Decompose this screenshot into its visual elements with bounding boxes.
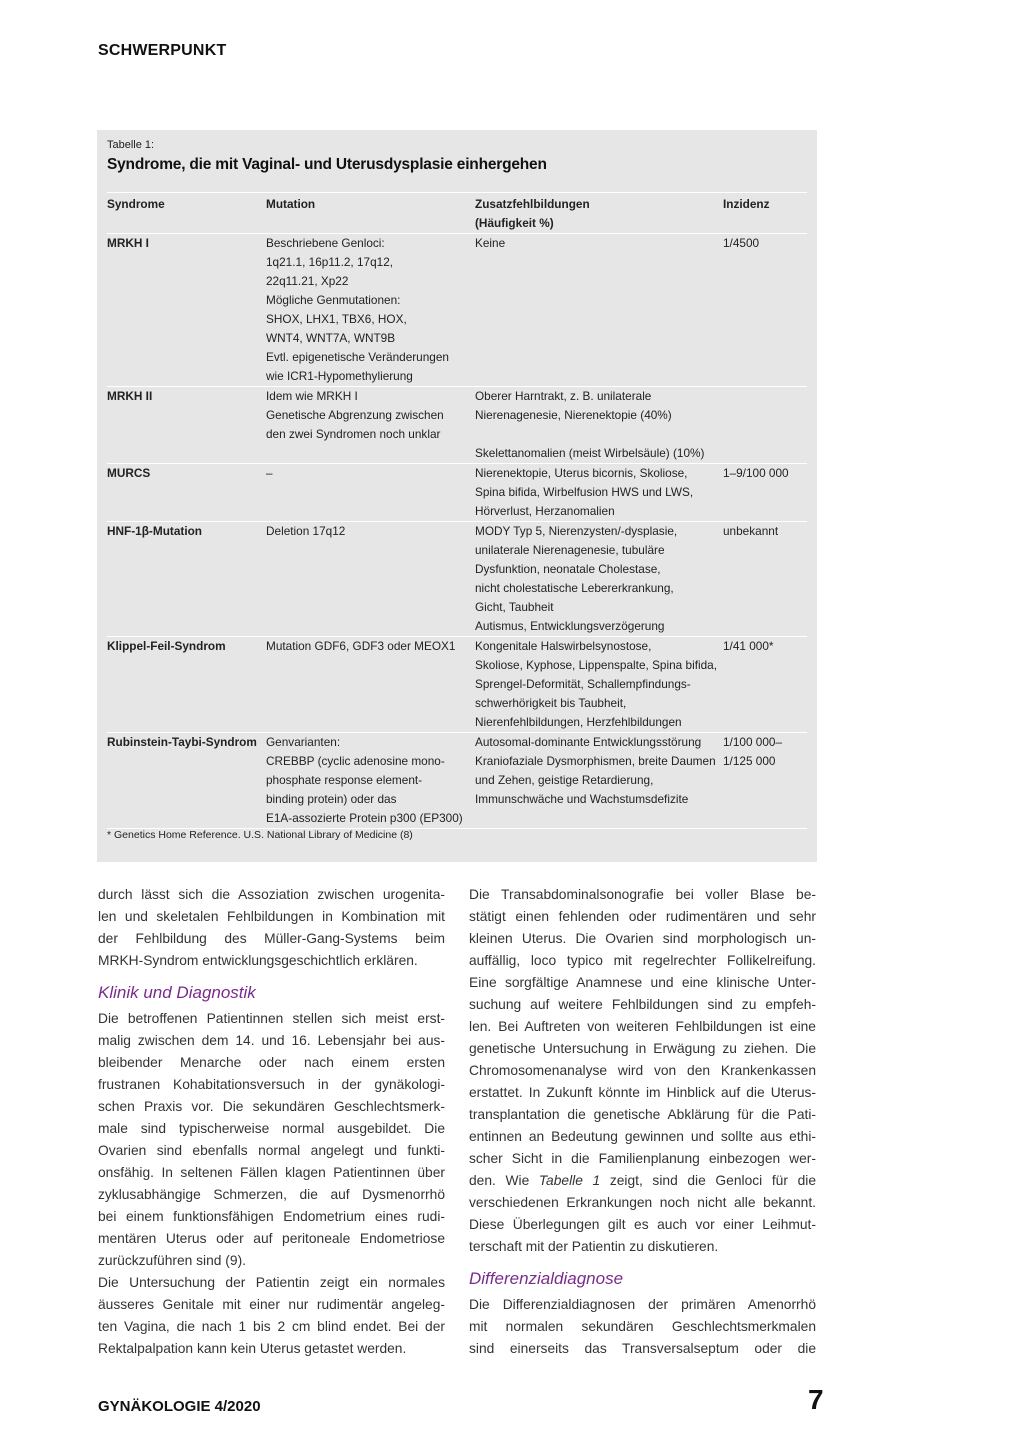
text-line: scher Sicht in die Familienplanung einbezogen wer- [469, 1151, 816, 1166]
left-column [98, 884, 445, 1360]
text-line: terschaft mit der Patientin zu diskutieren. [469, 1239, 719, 1254]
klinik-paragraph-1 [98, 1008, 445, 1272]
text-line: stätigt einen fehlenden oder rudimentären und sehr [469, 909, 816, 924]
text-line: len. Bei Auftreten von weiteren Fehlbildungen ist eine [469, 1019, 816, 1034]
text-line: der Fehlbildung des Müller-Gang-Systems beim [98, 931, 445, 946]
text-line: MRKH-Syndrom entwicklungsgeschichtlich erklären. [98, 953, 418, 968]
text-line: Eine sorgfältige Anamnese und eine klinische Unter- [469, 975, 816, 990]
malformations-cell: MODY Typ 5, Nierenzysten/-dysplasie, unilaterale Nierenagenesie, tubuläre Dysfunktion, neonatale Cholestase, nicht cholestatische Lebererkrankung, Gicht, Taubheit Autismus, Entwicklungsverzögerung [475, 524, 678, 633]
text-line: Diese Überlegungen gilt es auch vor einer Leihmut- [469, 1217, 816, 1232]
malformations-cell: Nierenektopie, Uterus bicornis, Skoliose, Spina bifida, Wirbelfusion HWS und LWS, Hörverlust, Herzanomalien [475, 466, 694, 518]
text-line: suchung auf weitere Fehlbildungen sind zu empfeh- [469, 997, 816, 1012]
incidence-cell: unbekannt [723, 524, 779, 538]
incidence-cell: 1/100 000– 1/125 000 [723, 735, 783, 768]
section-tag: SCHWERPUNKT [98, 42, 227, 59]
text-line: Die Differenzialdiagnosen der primären Amenorrhö [469, 1297, 816, 1312]
text-line: male sind typischerweise normal ausgebildet. Die [98, 1121, 445, 1136]
text-line: frustranen Kohabitationsversuch in der gynäkologi- [98, 1077, 445, 1092]
header-malformations: Zusatzfehlbildungen (Häufigkeit %) [475, 197, 590, 230]
text-line: bei einem funktionsfähigen Endometrium eines rudi- [98, 1209, 445, 1224]
header-syndrome: Syndrome [107, 197, 165, 211]
incidence-cell: 1/4500 [723, 236, 760, 250]
text-line: malig zwischen dem 14. und 16. Lebensjahr bei aus- [98, 1033, 445, 1048]
text-line: mit normalen sekundären Geschlechtsmerkmalen [469, 1319, 816, 1334]
text-line: erstattet. In Zukunft könnte im Hinblick auf die Uterus- [469, 1085, 816, 1100]
mutation-cell: Beschriebene Genloci: 1q21.1, 16p11.2, 17q12, 22q11.21, Xp22 Mögliche Genmutationen: SHOX, LHX1, TBX6, HOX, WNT4, WNT7A, WNT9B Evtl. epigenetische Veränderungen wie ICR1-Hypomethylierung [266, 236, 449, 383]
text-line: kleinen Uterus. Die Ovarien sind morphologisch un- [469, 931, 816, 946]
text-line: zurückzuführen sind (9). [98, 1253, 246, 1268]
table-reference: Tabelle 1 [538, 1173, 601, 1188]
syndrome-name: MRKH II [107, 389, 153, 403]
table-reference-line: den. Wie Tabelle 1 zeigt, sind die Genloci für die [469, 1173, 816, 1188]
text-line: bleibender Menarche oder nach einem ersten [98, 1055, 445, 1070]
syndrome-table [107, 192, 807, 829]
malformations-cell: Keine [475, 236, 506, 250]
text-line: len und skeletalen Fehlbildungen in Kombination mit [98, 909, 445, 924]
mutation-cell: Idem wie MRKH I Genetische Abgrenzung zwischen den zwei Syndromen noch unklar [266, 389, 444, 441]
text-line: transplantation die genetische Abklärung für die Pati- [469, 1107, 816, 1122]
incidence-cell [723, 387, 807, 463]
syndrome-name: Rubinstein-Taybi-Syndrom [107, 735, 257, 749]
table-header-row [107, 193, 807, 233]
text-line: Ovarien sind ebenfalls normal angelegt und funkti- [98, 1143, 445, 1158]
table-row [107, 522, 807, 636]
text-line: Die betroffenen Patientinnen stellen sich meist erst- [98, 1011, 445, 1026]
text-line: onsfähig. In seltenen Fällen klagen Patientinnen über [98, 1165, 445, 1180]
text-line: zyklusabhängige Schmerzen, die auf Dysmenorrhö [98, 1187, 445, 1202]
heading-differenzialdiagnose: Differenzialdiagnose [469, 1269, 624, 1288]
page-number: 7 [808, 1384, 824, 1415]
malformations-cell: Autosomal-dominante Entwicklungsstörung Kraniofaziale Dysmorphismen, breite Daumen und Zehen, geistige Retardierung, Immunschwäche und Wachstumsdefizite [475, 735, 716, 806]
intro-paragraph [98, 884, 445, 972]
syndrome-name: Klippel-Feil-Syndrom [107, 639, 226, 653]
mutation-cell: Mutation GDF6, GDF3 oder MEOX1 [266, 639, 456, 653]
table-title: Syndrome, die mit Vaginal- und Uterusdysplasie einhergehen [107, 156, 547, 173]
text-line: Rektalpalpation kann kein Uterus getastet werden. [98, 1341, 407, 1356]
syndrome-name: HNF-1β-Mutation [107, 524, 203, 538]
differenzial-paragraph [469, 1294, 816, 1360]
text-line: genetische Untersuchung in Erwägung zu ziehen. Die [469, 1041, 816, 1056]
malformations-cell: Oberer Harntrakt, z. B. unilaterale Nierenagenesie, Nierenektopie (40%) Skelettanomalien (meist Wirbelsäule) (10%) [475, 389, 705, 460]
text-line: entinnen an Bedeutung gewinnen und sollte aus ethi- [469, 1129, 816, 1144]
text-line: Chromosomenanalyse wird von den Krankenkassen [469, 1063, 816, 1078]
header-incidence: Inzidenz [723, 197, 770, 211]
header-mutation: Mutation [266, 197, 316, 211]
table-row [107, 387, 807, 463]
incidence-cell: 1–9/100 000 [723, 466, 789, 480]
diagnostik-paragraph [469, 884, 816, 1258]
table-row [107, 234, 807, 386]
journal-footer: GYNÄKOLOGIE 4/2020 [98, 1398, 261, 1415]
mutation-cell: – [266, 466, 273, 480]
klinik-paragraph-2 [98, 1272, 445, 1360]
mutation-cell: Deletion 17q12 [266, 524, 346, 538]
text-line: verschiedenen Erkrankungen noch nicht alle bekannt. [469, 1195, 816, 1210]
mutation-cell: Genvarianten: CREBBP (cyclic adenosine mono- phosphate response element- binding protein) oder das E1A-assozierte Protein p300 (EP300) [266, 735, 463, 825]
table-label: Tabelle 1: [107, 139, 155, 151]
text-line: sind einerseits das Transversalseptum oder die [469, 1341, 816, 1356]
text-line: durch lässt sich die Assoziation zwischen urogenita- [98, 887, 445, 902]
table-panel [97, 130, 817, 862]
table-row [107, 464, 807, 521]
heading-klinik-diagnostik: Klinik und Diagnostik [98, 983, 256, 1002]
text-line: äusseres Genitale mit einer nur rudimentär angeleg- [98, 1297, 445, 1312]
malformations-cell: Kongenitale Halswirbelsynostose, Skoliose, Kyphose, Lippenspalte, Spina bifida, Sprengel-Deformität, Schallempfindungs- schwerhörigkeit bis Taubheit, Nierenfehlbildungen, Herzfehlbildungen [475, 639, 717, 729]
right-column [469, 884, 816, 1360]
text-line: ten Vagina, die nach 1 bis 2 cm blind endet. Bei der [98, 1319, 445, 1334]
syndrome-name: MRKH I [107, 236, 149, 250]
text-line: Die Transabdominalsonografie bei voller Blase be- [469, 887, 816, 902]
text-line: schen Praxis vor. Die sekundären Geschlechtsmerk- [98, 1099, 445, 1114]
text-line: mentären Uterus oder auf peritoneale Endometriose [98, 1231, 445, 1246]
table-footnote: * Genetics Home Reference. U.S. National Library of Medicine (8) [107, 829, 413, 841]
incidence-cell: 1/41 000* [723, 639, 774, 653]
text-line: Die Untersuchung der Patientin zeigt ein normales [98, 1275, 445, 1290]
table-row [107, 733, 807, 828]
text-line: auffällig, loco typico mit regelrechter Follikelreifung. [469, 953, 816, 968]
table-row [107, 637, 807, 732]
syndrome-name: MURCS [107, 466, 151, 480]
